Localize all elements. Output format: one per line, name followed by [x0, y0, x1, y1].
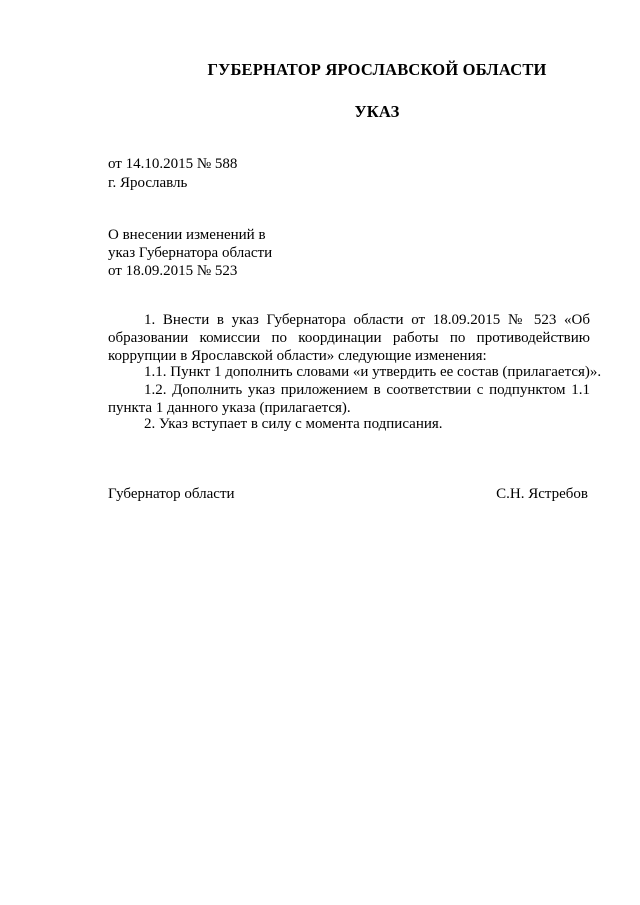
subject-line: от 18.09.2015 № 523 [108, 263, 238, 279]
signatory-name: С.Н. Ястребов [496, 486, 588, 502]
paragraph-2-line: 2. Указ вступает в силу с момента подписания. [144, 416, 443, 432]
document-date-number: от 14.10.2015 № 588 [108, 156, 238, 172]
subject-line: О внесении изменений в [108, 227, 266, 243]
paragraph-1-2-line [108, 381, 590, 399]
paragraph-1-1-line [108, 363, 602, 381]
paragraph-1-2-line: пункта 1 данного указа (прилагается). [108, 400, 351, 416]
paragraph-1-text: 1. Внести в указ Губернатора области от 18.09.2015 № 523 «Об [144, 312, 590, 328]
paragraph-1-line [108, 311, 590, 329]
signatory-position: Губернатор области [108, 486, 235, 502]
issuing-authority-title: ГУБЕРНАТОР ЯРОСЛАВСКОЙ ОБЛАСТИ [207, 60, 547, 79]
document-type-title: УКАЗ [354, 102, 400, 121]
paragraph-1-2-text: 1.2. Дополнить указ приложением в соответствии с подпунктом 1.1 [144, 382, 590, 398]
paragraph-1-line: коррупции в Ярославской области» следующие изменения: [108, 348, 487, 364]
paragraph-1-line [108, 329, 590, 347]
paragraph-1-text: образовании комиссии по координации работы по противодействию [108, 330, 590, 346]
subject-line: указ Губернатора области [108, 245, 273, 261]
document-city: г. Ярославль [108, 175, 188, 191]
paragraph-1-1-text: 1.1. Пункт 1 дополнить словами «и утвердить ее состав (прилагается)». [144, 364, 602, 380]
